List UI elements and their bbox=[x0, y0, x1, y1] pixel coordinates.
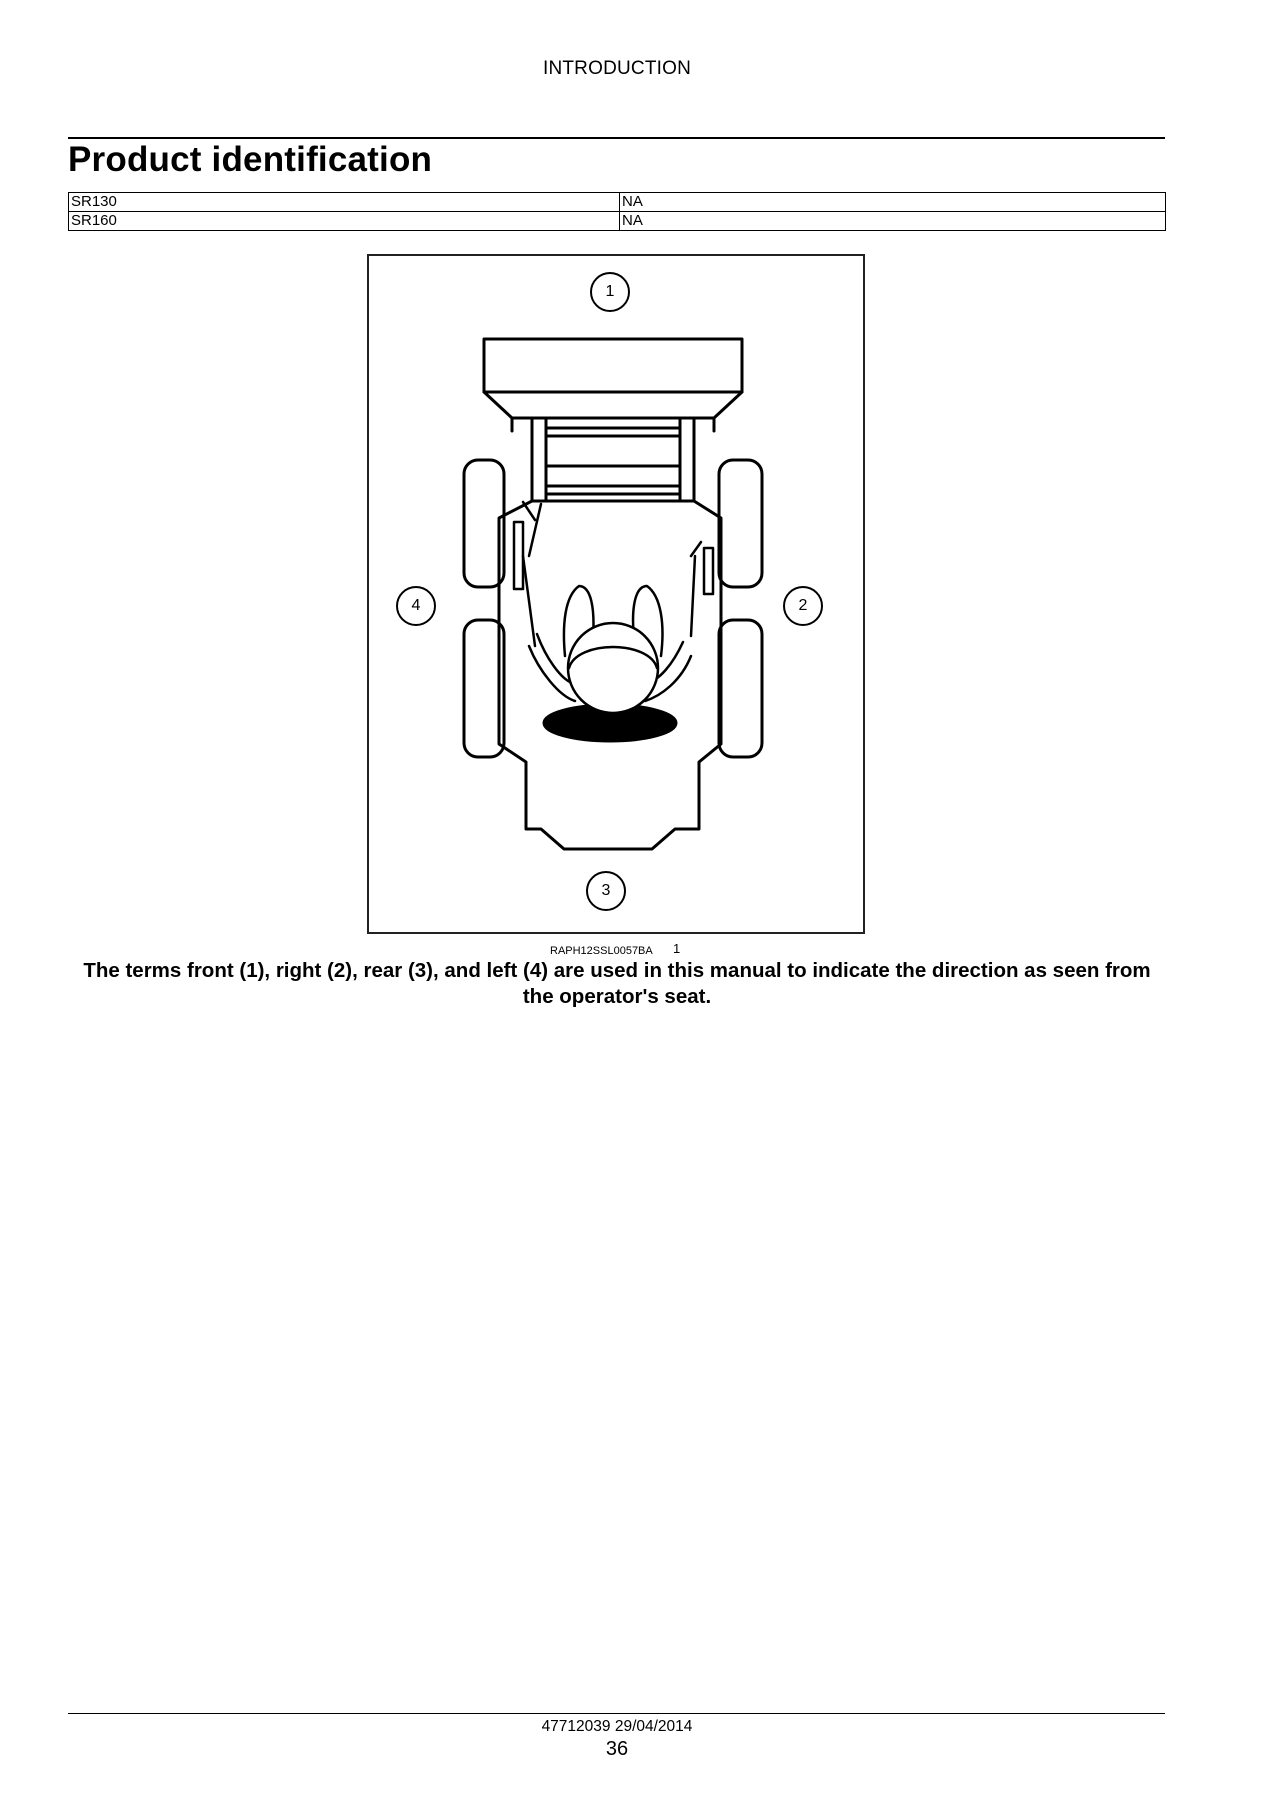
header-divider bbox=[68, 137, 1165, 139]
table-row bbox=[69, 212, 1166, 231]
page-title: Product identification bbox=[68, 140, 433, 179]
figure-number: 1 bbox=[673, 941, 681, 956]
models-table bbox=[68, 192, 1166, 231]
callout-2: 2 bbox=[783, 586, 823, 626]
page-number: 36 bbox=[605, 1738, 629, 1760]
value-cell: NA bbox=[620, 212, 1166, 231]
callout-4: 4 bbox=[396, 586, 436, 626]
model-cell: SR130 bbox=[69, 193, 620, 212]
bucket-shape bbox=[484, 339, 742, 431]
section-header: INTRODUCTION bbox=[542, 58, 692, 79]
callout-3: 3 bbox=[586, 871, 626, 911]
machine-orientation-figure bbox=[367, 254, 865, 934]
operator-figure bbox=[514, 502, 713, 713]
callout-1: 1 bbox=[590, 272, 630, 312]
figure-caption: The terms front (1), right (2), rear (3), and left (4) are used in this manual to indicate the direction as seen from the operator's seat. bbox=[83, 959, 1151, 1008]
figure-reference-code: RAPH12SSL0057BA bbox=[550, 945, 653, 957]
document-number: 47712039 29/04/2014 bbox=[541, 1718, 693, 1735]
footer-divider bbox=[68, 1713, 1165, 1714]
loader-arms-shape bbox=[532, 418, 694, 501]
model-cell: SR160 bbox=[69, 212, 620, 231]
value-cell: NA bbox=[620, 193, 1166, 212]
table-row bbox=[69, 193, 1166, 212]
